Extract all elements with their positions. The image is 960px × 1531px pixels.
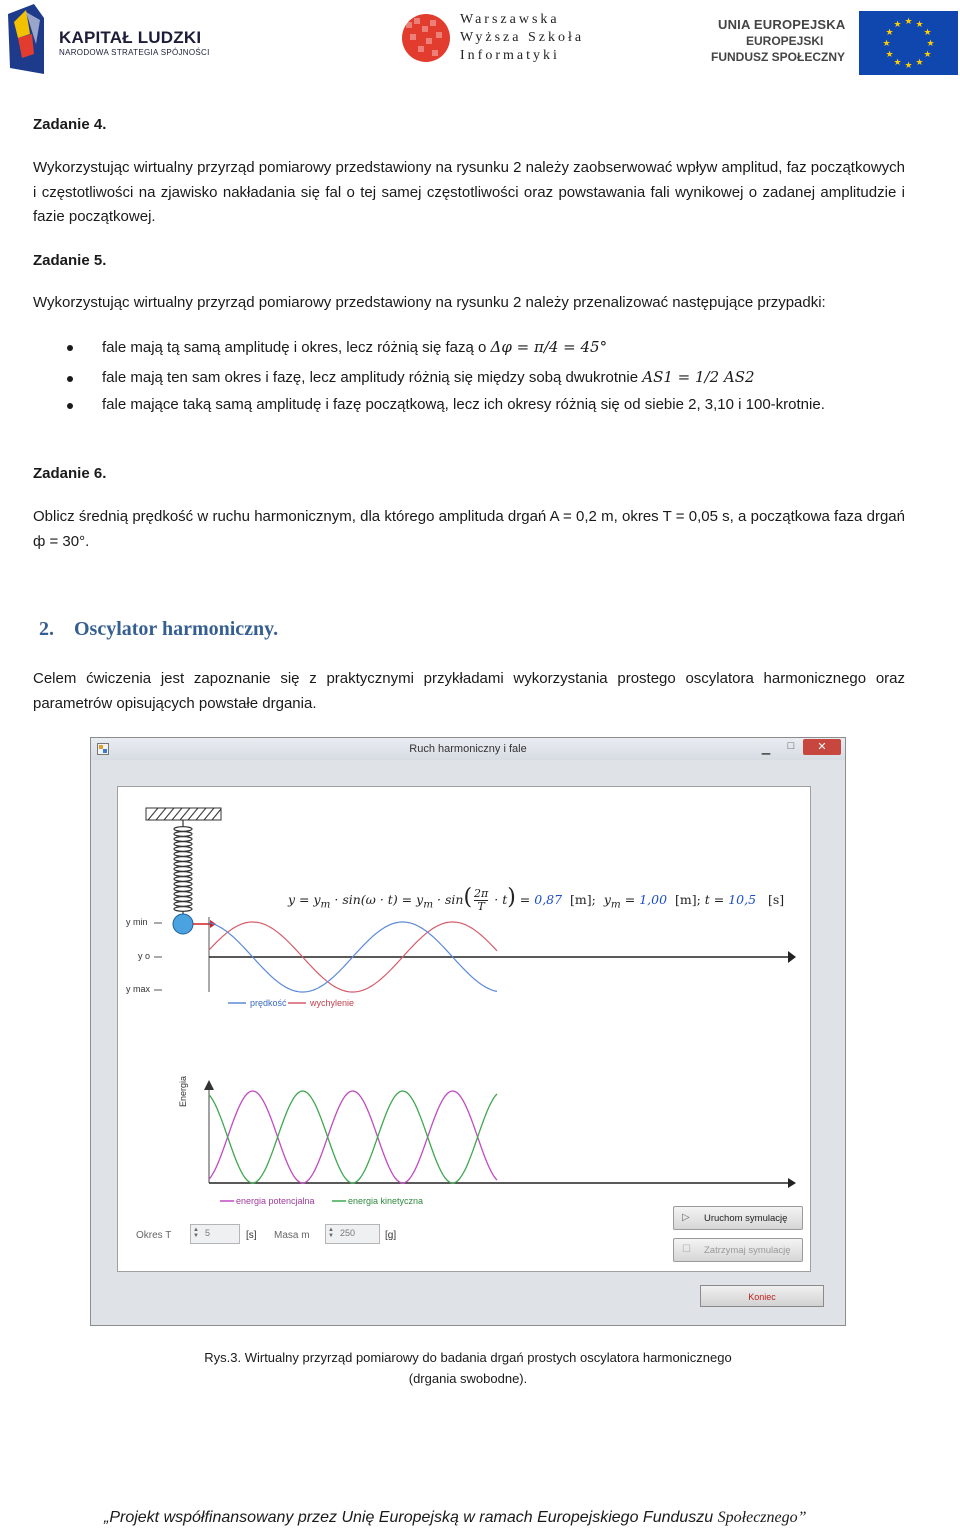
kl-title: KAPITAŁ LUDZKI [59, 28, 202, 47]
bullet-item-3 [102, 396, 825, 413]
zadanie4-text: Wykorzystując wirtualny przyrząd pomiarowy przedstawiony na rysunku 2 należy zaobserwować wpływ amplitud, faz początkowych i częstotliwości na zjawisko nakładania się fal o tej samej częstotliwości oraz powstawania fali wynikowej o zadanej amplitudzie i fazie początkowej. [33, 159, 905, 225]
svg-text:★: ★ [923, 50, 932, 60]
wwsi-line-2: Wyższa Szkoła [460, 30, 585, 45]
bullet-3-text: fale mające taką samą amplitudę i fazę początkową, lecz ich okresy różnią się od siebie 2, 3,10 i 100-krotnie. [102, 396, 825, 413]
close-button[interactable]: ✕ [803, 739, 841, 755]
footer [104, 1509, 807, 1527]
bullet-icon [67, 403, 73, 409]
end-button[interactable]: Koniec [700, 1285, 824, 1307]
svg-text:★: ★ [915, 58, 924, 68]
mass-label: Masa m [274, 1230, 310, 1241]
legend-velocity: prędkość [250, 998, 287, 1008]
svg-text:★: ★ [893, 58, 902, 68]
footer-tail: Społecznego” [717, 1509, 807, 1526]
zadanie5-intro: Wykorzystując wirtualny przyrząd pomiarowy przedstawiony na rysunku 2 należy przenalizować następujące przypadki: [33, 294, 826, 311]
bullet-item-2 [102, 368, 755, 386]
zadanie4-heading: Zadanie 4. [33, 116, 107, 133]
section-text: Celem ćwiczenia jest zapoznanie się z praktycznymi przykładami wykorzystania prostego oscylatora harmonicznego oraz parametrów opisujących powstałe drgania. [33, 670, 905, 712]
zadanie6-text: Oblicz średnią prędkość w ruchu harmonicznym, dla którego amplituda drgań A = 0,2 m, okres T = 0,05 s, a początkowa faza drgań ф = 30°. [33, 508, 905, 550]
t-unit: [s] [768, 892, 785, 907]
period-stepper[interactable] [190, 1224, 240, 1244]
svg-text:★: ★ [904, 17, 913, 27]
ue-line-3: FUNDUSZ SPOŁECZNY [711, 50, 846, 64]
svg-text:★: ★ [885, 50, 894, 60]
bullet-2-text: fale mają ten sam okres i fazę, lecz amplitudy różnią się między sobą dwukrotnie [102, 369, 643, 386]
zadanie6-heading: Zadanie 6. [33, 465, 107, 482]
legend-potential: energia potencjalna [236, 1196, 315, 1206]
stop-simulation-button[interactable] [673, 1238, 803, 1262]
stepper-arrows-icon[interactable]: ▲ ▼ [328, 1227, 334, 1239]
mass-unit: [g] [385, 1230, 397, 1241]
svg-text:★: ★ [885, 28, 894, 38]
kl-subtitle: NARODOWA STRATEGIA SPÓJNOŚCI [59, 48, 210, 57]
kapital-ludzki-mark-icon [4, 4, 44, 74]
legend-kinetic: energia kinetyczna [348, 1196, 424, 1206]
window-title: Ruch harmoniczny i fale [409, 743, 527, 755]
stop-icon: ☐ [682, 1244, 691, 1255]
bullet-item-1 [102, 338, 607, 356]
start-simulation-button[interactable] [673, 1206, 803, 1230]
stepper-arrows-icon[interactable]: ▲ ▼ [193, 1227, 199, 1239]
title-bar [91, 738, 845, 760]
y-unit: [m]; [570, 892, 596, 907]
figure-caption-line-2: (drgania swobodne). [408, 1371, 528, 1386]
wwsi-mark-icon [400, 12, 452, 64]
svg-text:★: ★ [915, 20, 924, 30]
y-min-label: y min [126, 917, 148, 927]
wwsi-line-3: Informatyki [460, 48, 560, 63]
footer-text: „Projekt współfinansowany przez Unię Europejską w ramach Europejskiego Funduszu [104, 1509, 718, 1526]
svg-text:★: ★ [926, 39, 935, 49]
t-value: 10,5 [728, 892, 757, 907]
section-title: Oscylator harmoniczny. [74, 618, 279, 640]
ym-unit: [m]; [674, 892, 701, 907]
equation: $y = y_m \cdot \sin(\omega \cdot t) = y_m \cdot \sin$( $\frac{2\pi}{T}$ · t) = 0,87 [m]; $y_m = 1,00$ [m]; t = 10,5 [s] [288, 885, 785, 913]
bullet-icon [67, 345, 73, 351]
minimize-button[interactable]: ▁ [761, 743, 771, 755]
svg-text:★: ★ [882, 39, 891, 49]
start-simulation-label: Uruchom symulację [704, 1213, 788, 1224]
mass-value: 250 [340, 1228, 356, 1238]
period-label: Okres T [136, 1230, 172, 1241]
bullet-1-formula: Δφ = π/4 = 45° [490, 338, 608, 356]
energy-axis-label: Energia [178, 1075, 188, 1107]
bullet-1-text: fale mają tą samą amplitudę i okres, lecz różnią się fazą o [102, 339, 491, 356]
ue-line-1: UNIA EUROPEJSKA [718, 17, 846, 32]
period-unit: [s] [246, 1230, 257, 1241]
section-number: 2. [39, 618, 54, 640]
ym-value: 1,00 [639, 892, 668, 907]
ue-line-2: EUROPEJSKI [746, 34, 824, 48]
stop-simulation-label: Zatrzymaj symulację [704, 1245, 791, 1256]
svg-text:★: ★ [904, 61, 913, 71]
svg-text:★: ★ [893, 20, 902, 30]
kinetic-energy-wave [209, 1091, 497, 1183]
bullet-2-formula: AS1 = 1/2 AS2 [642, 368, 755, 386]
potential-energy-wave [209, 1091, 497, 1183]
zadanie5-heading: Zadanie 5. [33, 252, 107, 269]
simulation-panel [117, 786, 811, 1272]
mass-stepper[interactable] [325, 1224, 380, 1244]
mass-ball [173, 914, 193, 934]
play-icon: ▷ [682, 1212, 690, 1223]
y-value: 0,87 [534, 892, 563, 907]
y-o-label: y o [138, 951, 151, 961]
period-value: 5 [205, 1228, 211, 1238]
spring [174, 820, 192, 915]
y-max-label: y max [126, 984, 151, 994]
svg-text:★: ★ [923, 28, 932, 38]
maximize-button[interactable]: □ [787, 740, 795, 752]
bullet-icon [67, 376, 73, 382]
wwsi-line-1: Warszawska [460, 12, 560, 27]
simulation-canvas [118, 787, 810, 1271]
app-window [90, 737, 846, 1326]
eu-flag-icon [859, 11, 958, 75]
figure-caption-line-1: Rys.3. Wirtualny przyrząd pomiarowy do badania drgań prostych oscylatora harmonicznego [204, 1350, 732, 1365]
legend-displacement: wychylenie [310, 998, 355, 1008]
